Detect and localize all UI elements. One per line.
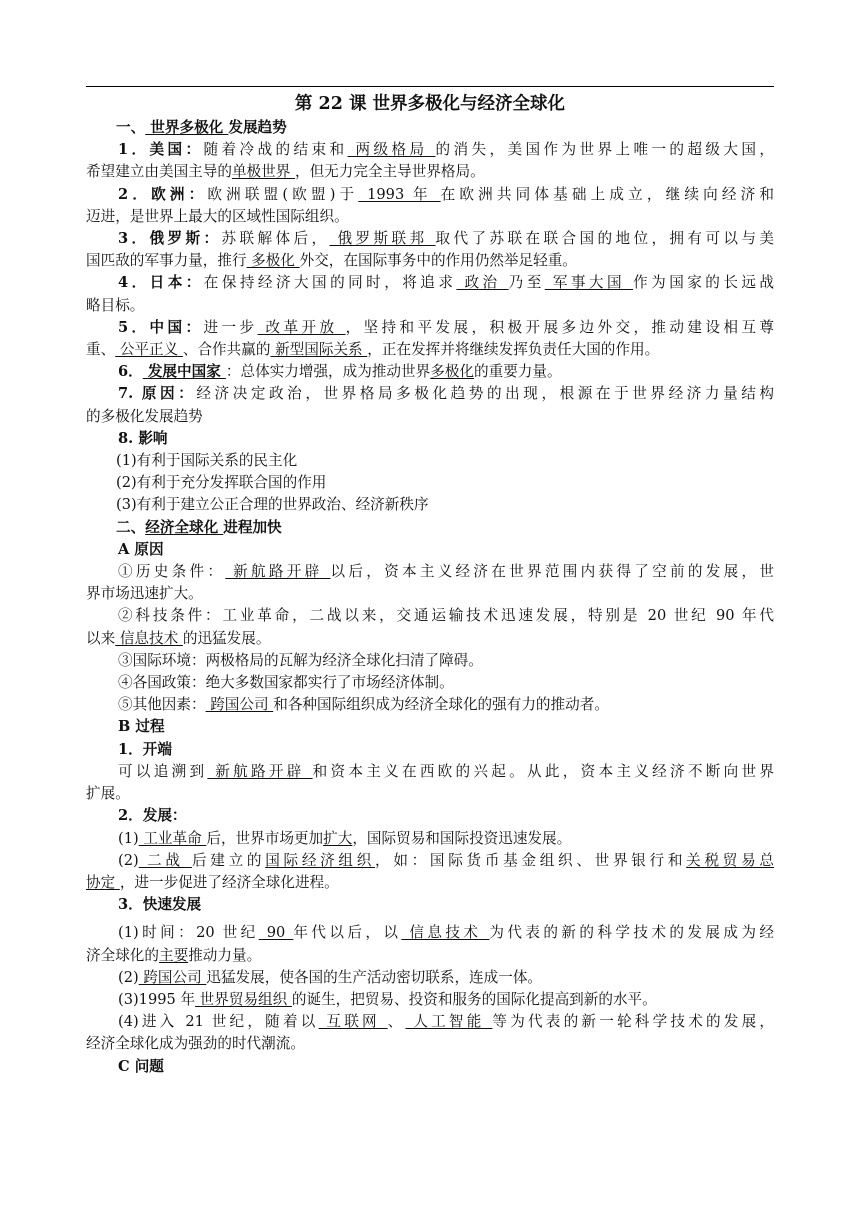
process-fast-1: (1)时间：20 世纪 90 年代以后，以 信息技术 为代表的新的科学技术的发展成为经	[118, 924, 774, 942]
subhead-c: C 问题	[118, 1057, 164, 1075]
process-start-cont: 扩展。	[86, 785, 130, 803]
impact-item-3: (3)有利于建立公正合理的世界政治、经济新秩序	[116, 496, 429, 514]
item-japan-cont: 略目标。	[86, 296, 145, 314]
item-russia-cont: 国匹敌的军事力量，推行 多极化 外交，在国际事务中的作用仍然举足轻重。	[86, 252, 577, 270]
impact-item-1: (1)有利于国际关系的民主化	[116, 452, 298, 470]
item-europe: 2．欧洲：欧洲联盟(欧盟)于 1993 年 在欧洲共同体基础上成立，继续向经济和	[118, 185, 775, 203]
process-fast-heading: 3．快速发展	[118, 896, 202, 914]
process-dev-heading: 2．发展：	[118, 807, 187, 825]
item-japan: 4．日本：在保持经济大国的同时，将追求 政治 乃至 军事大国 作为国家的长远战	[118, 274, 775, 292]
process-start: 可以追溯到 新航路开辟 和资本主义在西欧的兴起。从此，资本主义经济不断向世界	[118, 762, 774, 780]
section-1-blank: 世界多极化	[145, 119, 229, 136]
section-1-heading: 一、 世界多极化 发展趋势	[116, 119, 287, 136]
item-russia: 3．俄罗斯：苏联解体后， 俄罗斯联邦 取代了苏联在联合国的地位，拥有可以与美	[118, 230, 774, 248]
impact-item-2: (2)有利于充分发挥联合国的作用	[116, 474, 327, 492]
item-reason: 7. 原因：经济决定政治，世界格局多极化趋势的出现，根源在于世界经济力量结构	[118, 385, 774, 403]
item-china: 5．中国：进一步 改革开放 ，坚持和平发展，积极开展多边外交，推动建设相互尊	[118, 318, 774, 336]
process-dev-2-cont: 协定 ，进一步促进了经济全球化进程。	[86, 873, 339, 891]
reason-tech-cont: 以来 信息技术 的迅猛发展。	[86, 629, 271, 647]
section-2-blank: 经济全球化	[145, 518, 224, 536]
process-fast-4-cont: 经济全球化成为强劲的时代潮流。	[86, 1035, 305, 1053]
reason-history: ①历史条件： 新航路开辟 以后，资本主义经济在世界范围内获得了空前的发展，世	[118, 563, 774, 581]
process-start-heading: 1．开端	[118, 740, 172, 758]
header-rule	[86, 86, 774, 87]
subhead-b: B 过程	[118, 718, 165, 736]
item-usa-cont: 希望建立由美国主导的单极世界 ，但无力完全主导世界格局。	[86, 163, 485, 181]
item-impact: 8. 影响	[118, 429, 168, 447]
reason-tech: ②科技条件：工业革命，二战以来，交通运输技术迅速发展，特别是 20 世纪 90 年代	[118, 607, 774, 625]
reason-environment: ③国际环境：两极格局的瓦解为经济全球化扫清了障碍。	[118, 651, 483, 669]
reason-policy: ④各国政策：绝大多数国家都实行了市场经济体制。	[118, 674, 454, 692]
item-china-cont: 重、 公平正义 、合作共赢的 新型国际关系 ，正在发挥并将继续发挥负责任大国的作用。	[86, 341, 660, 359]
item-usa: 1．美国：随着冷战的结束和 两级格局 的消失，美国作为世界上唯一的超级大国，	[118, 141, 774, 159]
process-fast-4: (4)进入 21 世纪，随着以 互联网 、 人工智能 等为代表的新一轮科学技术的发展，	[118, 1013, 775, 1031]
section-2-heading: 二、经济全球化 进程加快	[116, 518, 282, 536]
item-developing: 6． 发展中国家 ：总体实力增强，成为推动世界多极化的重要力量。	[118, 363, 562, 381]
subhead-a: A 原因	[118, 540, 164, 558]
reason-history-cont: 界市场迅速扩大。	[86, 585, 203, 603]
process-fast-2: (2) 跨国公司 迅猛发展，使各国的生产活动密切联系，连成一体。	[118, 968, 543, 986]
item-reason-cont: 的多极化发展趋势	[86, 407, 203, 425]
process-fast-3: (3)1995 年 世界贸易组织 的诞生，把贸易、投资和服务的国际化提高到新的水平。	[118, 990, 657, 1008]
item-europe-cont: 迈进，是世界上最大的区域性国际组织。	[86, 207, 349, 225]
process-fast-1-cont: 济全球化的主要推动力量。	[86, 946, 262, 964]
process-dev-2: (2) 二战 后建立的国际经济组织，如：国际货币基金组织、世界银行和关税贸易总	[118, 851, 774, 869]
document-page	[86, 86, 774, 1078]
reason-other: ⑤其他因素： 跨国公司 和各种国际组织成为经济全球化的强有力的推动者。	[118, 696, 609, 714]
page-title: 第 22 课 世界多极化与经济全球化	[294, 94, 566, 114]
process-dev-1: (1) 工业革命 后，世界市场更加扩大，国际贸易和国际投资迅速发展。	[118, 829, 572, 847]
